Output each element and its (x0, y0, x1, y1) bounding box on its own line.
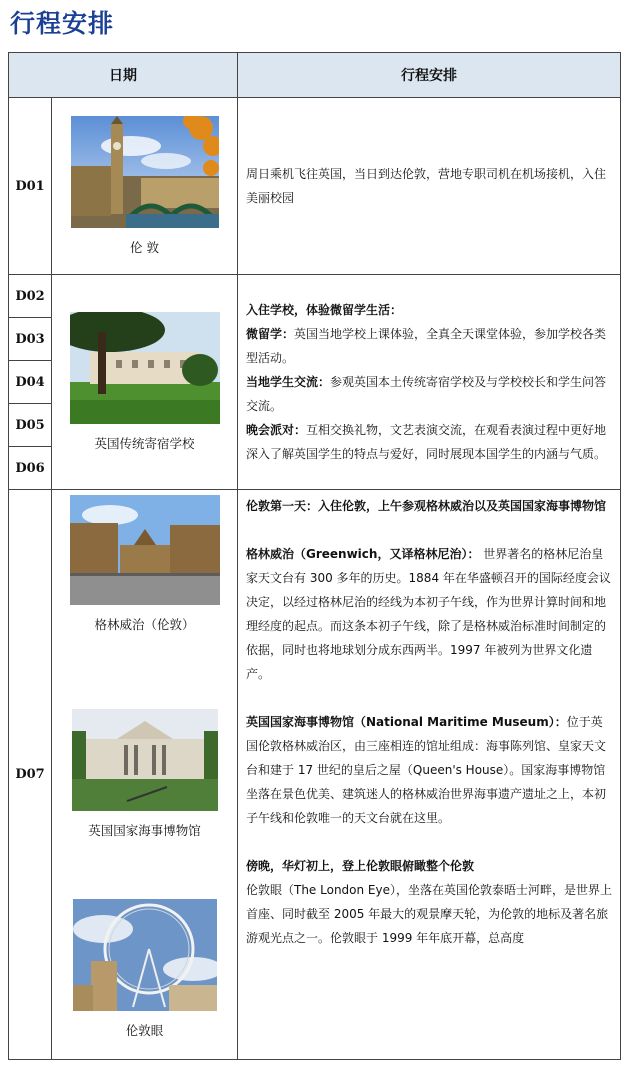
museum-paragraph: 英国国家海事博物馆（National Maritime Museum）：位于英国伦敦格林威治区，由三座相连的馆址组成：海事陈列馆、皇家天文台和建于 17 世纪的皇后之屋（Queen's House）。国家海事博物馆坐落在景色优美、建筑迷人的格林威治世界海事遗产遗址之上，本初子午线和伦敦唯一的天文台就在这里。 (246, 715, 607, 825)
plan-text (238, 98, 621, 275)
page-title: 行程安排 (10, 9, 115, 38)
plan-text (238, 275, 621, 490)
student-exchange-item: 当地学生交流：参观英国本土传统寄宿学校及与学校校长和学生问答交流。 (246, 375, 607, 413)
row-d07 (9, 490, 621, 1060)
london-photo (71, 116, 219, 228)
image-cell (52, 490, 238, 1060)
image-caption: 英国国家海事博物馆 (88, 823, 201, 838)
maritime-museum-photo (72, 709, 218, 811)
d07-heading2: 傍晚，华灯初上，登上伦敦眼俯瞰整个伦敦 (246, 859, 475, 873)
d07-heading1: 伦敦第一天：入住伦敦，上午参观格林威治以及英国国家海事博物馆 (246, 499, 607, 513)
plan-text (238, 490, 621, 1060)
london-eye-paragraph: 伦敦眼（The London Eye），坐落在英国伦敦泰晤士河畔，是世界上首座、同时截至 2005 年最大的观景摩天轮，为伦敦的地标及著名旅游观光点之一。伦敦眼于 1999 年年底开幕，总高度 (246, 883, 613, 945)
header-row (9, 53, 621, 98)
party-item: 晚会派对：互相交换礼物，文艺表演交流，在观看表演过程中更好地深入了解英国学生的特点与爱好，同时展现本国学生的内涵与气质。 (246, 423, 607, 461)
row-d01 (9, 98, 621, 275)
image-caption: 伦 敦 (130, 240, 159, 255)
greenwich-photo (70, 495, 220, 605)
block2-heading: 入住学校，体验微留学生活： (246, 303, 403, 317)
header-date: 日期 (9, 53, 238, 98)
day-label: D06 (9, 447, 52, 490)
d01-description: 周日乘机飞往英国，当日到达伦敦，营地专职司机在机场接机，入住美丽校园 (246, 167, 607, 205)
image-caption: 英国传统寄宿学校 (94, 436, 195, 451)
row-d02 (9, 275, 621, 318)
day-label: D01 (9, 98, 52, 275)
image-cell (52, 98, 238, 275)
day-label: D03 (9, 318, 52, 361)
header-plan: 行程安排 (238, 53, 621, 98)
greenwich-paragraph: 格林威治（Greenwich，又译格林尼治）： 世界著名的格林尼治皇家天文台有 300 多年的历史。1884 年在华盛顿召开的国际经度会议决定，以经过格林尼治的经线为本初子午线，作为世界计算时间和地理经度的起点。而这条本初子午线，除了是格林威治标准时间制定的依据，同时也将地球划分成东西两半。1997 年被列为世界文化遗产。 (246, 547, 611, 681)
day-label: D02 (9, 275, 52, 318)
image-cell (52, 275, 238, 490)
image-caption: 格林威治（伦敦） (94, 617, 195, 632)
day-label: D07 (9, 490, 52, 1060)
school-photo (70, 312, 220, 424)
itinerary-table (8, 52, 621, 1060)
london-eye-photo (73, 899, 217, 1011)
image-caption: 伦敦眼 (125, 1023, 164, 1038)
day-label: D04 (9, 361, 52, 404)
day-label: D05 (9, 404, 52, 447)
microstudy-item: 微留学：英国当地学校上课体验，全真全天课堂体验，参加学校各类型活动。 (246, 327, 607, 365)
